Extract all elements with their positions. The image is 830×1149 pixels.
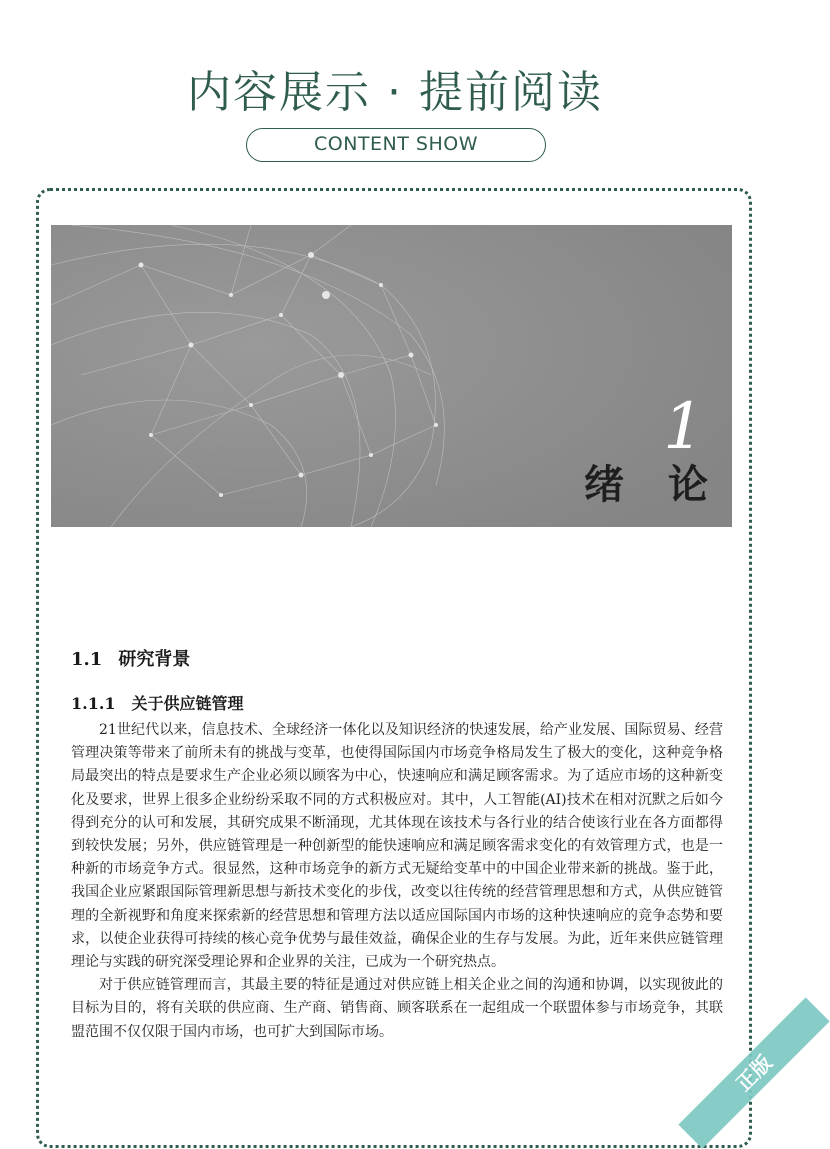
paragraph: 21世纪代以来，信息技术、全球经济一体化以及知识经济的快速发展，给产业发展、国际贸易、经营管理决策等带来了前所未有的挑战与变革，也使得国际国内市场竞争格局发生了极大的变化，这种竞争格局最突出的特点是要求生产企业必须以顾客为中心，快速响应和满足顾客需求。为了适应市场的这种新变化及要求，世界上很多企业纷纷采取不同的方式积极应对。其中，人工智能(AI)技术在相对沉默之后如今得到充分的认可和发展，其研究成果不断涌现，尤其体现在该技术与各行业的结合使该行业在各方面都得到较快发展；另外，供应链管理是一种创新型的能快速响应和满足顾客需求变化的有效管理方式，也是一种新的市场竞争方式。很显然，这种市场竞争的新方式无疑给变革中的中国企业带来新的挑战。鉴于此，我国企业应紧跟国际管理新思想与新技术变化的步伐，改变以往传统的经营管理思想和方式，从供应链管理的全新视野和角度来探索新的经营思想和管理方法以适应国际国内市场的这种快速响应的竞争态势和要求，以使企业获得可持续的核心竞争优势与最佳效益，确保企业的生存与发展。为此，近年来供应链管理理论与实践的研究深受理论界和企业界的关注，已成为一个研究热点。 bbox=[71, 722, 723, 971]
subsection-number: 1.1.1 bbox=[71, 694, 116, 713]
subsection-heading bbox=[71, 691, 244, 714]
body-text bbox=[71, 719, 723, 1044]
genuine-watermark-ribbon: 正版 bbox=[678, 997, 829, 1148]
content-show-badge: CONTENT SHOW bbox=[246, 128, 546, 162]
chapter-number: 1 bbox=[663, 390, 704, 464]
section-heading bbox=[71, 645, 190, 671]
subsection-title: 关于供应链管理 bbox=[131, 694, 244, 713]
section-title: 研究背景 bbox=[118, 649, 191, 670]
page-title: 内容展示 · 提前阅读 bbox=[187, 67, 603, 118]
section-number: 1.1 bbox=[71, 649, 103, 670]
chapter-title: 绪论 bbox=[584, 461, 752, 508]
paragraph: 对于供应链管理而言，其最主要的特征是通过对供应链上相关企业之间的沟通和协调，以实现彼此的目标为目的，将有关联的供应商、生产商、销售商、顾客联系在一起组成一个联盟体参与市场竞争，其联盟范围不仅仅限于国内市场，也可扩大到国际市场。 bbox=[71, 977, 723, 1040]
chapter-banner bbox=[51, 225, 752, 527]
